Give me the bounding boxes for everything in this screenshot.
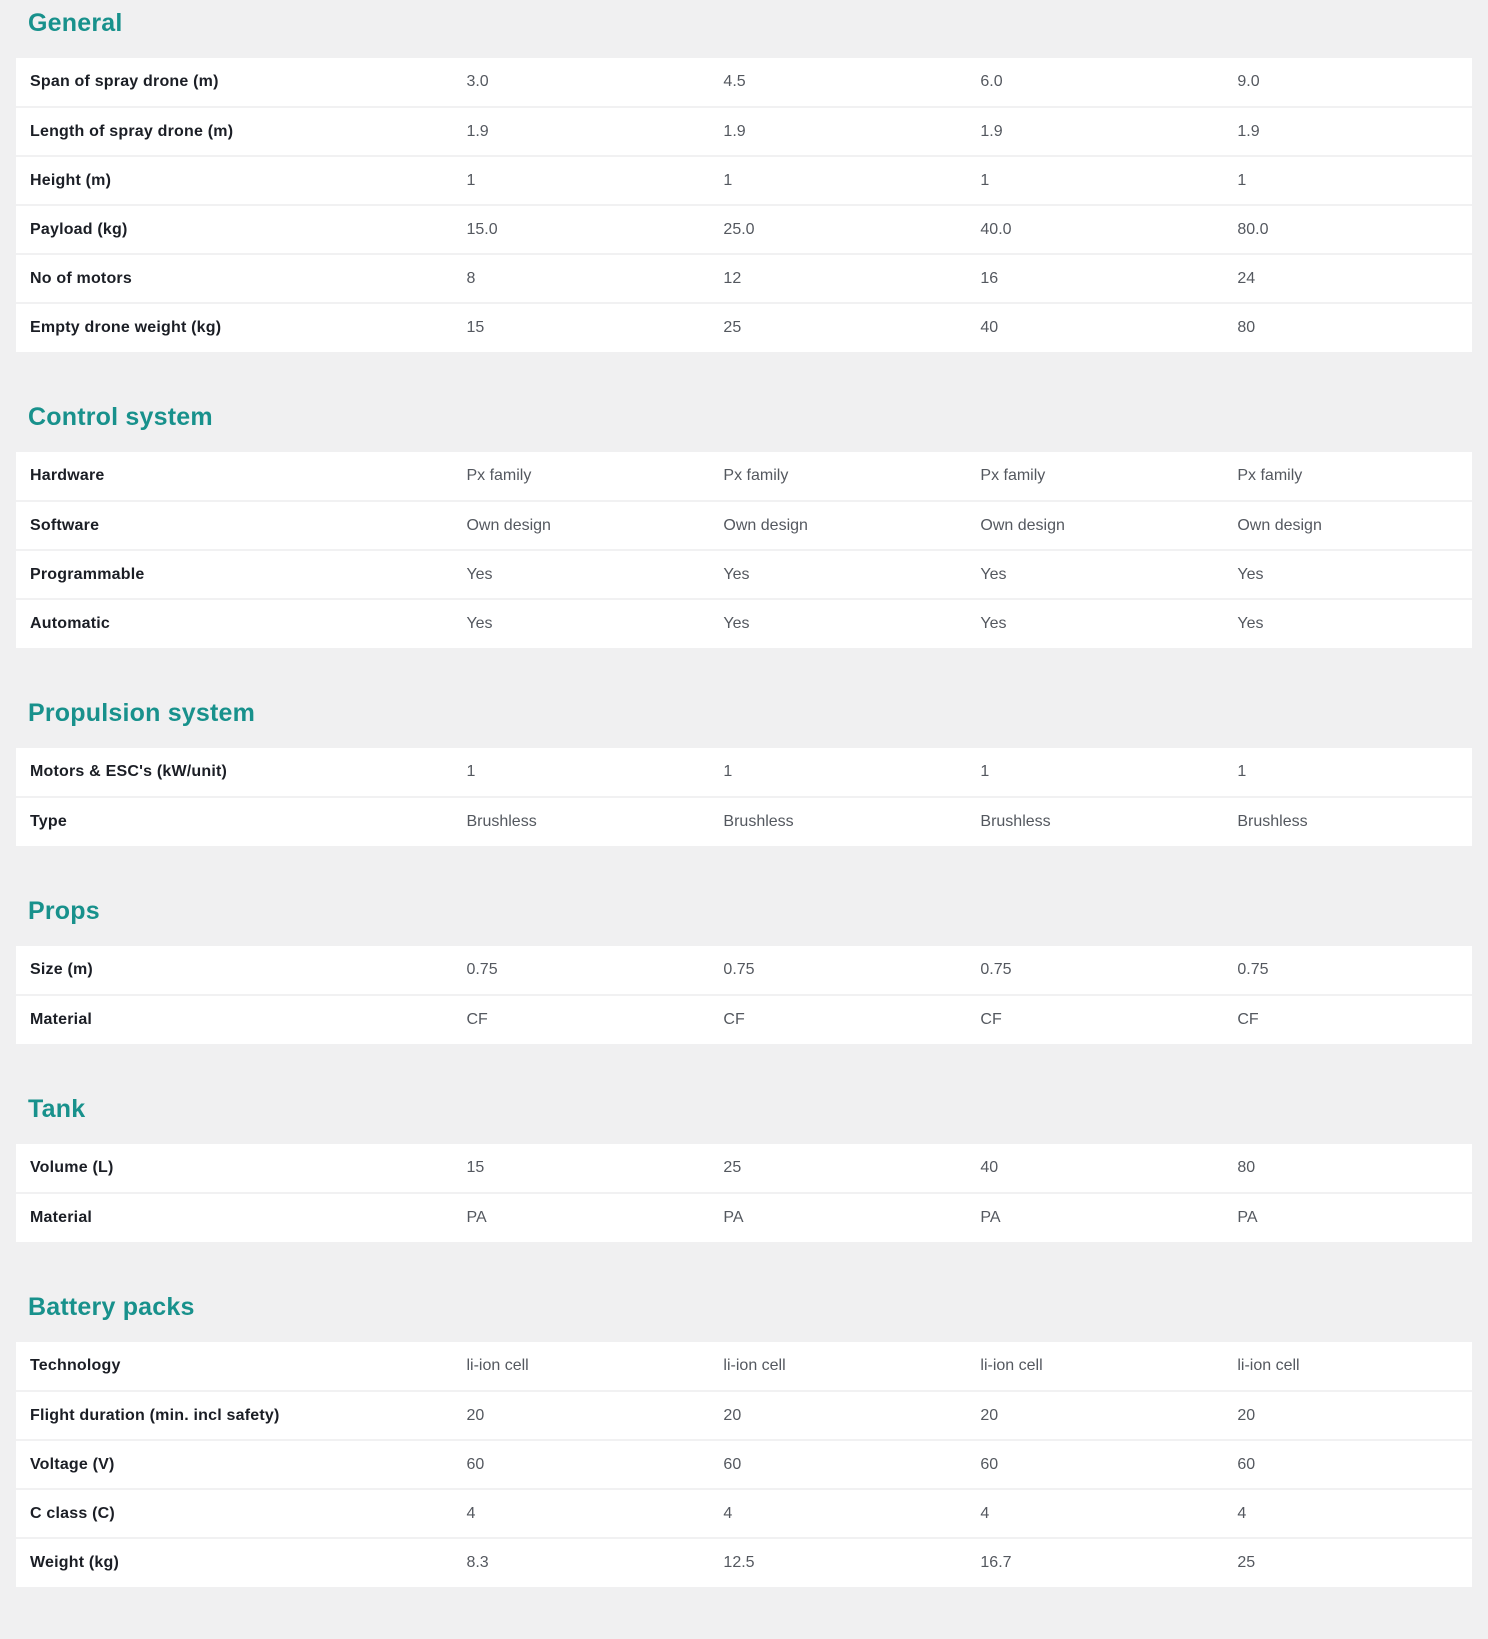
spec-value: 60 <box>978 1440 1235 1489</box>
table-row <box>16 1538 1472 1587</box>
spec-value: 40.0 <box>978 205 1235 254</box>
spec-value: 40 <box>980 319 999 336</box>
spec-value: Px family <box>978 452 1235 501</box>
spec-value: PA <box>466 1209 487 1226</box>
spec-label: Automatic <box>30 615 111 632</box>
spec-label: Empty drone weight (kg) <box>30 319 222 336</box>
spec-value: 60 <box>721 1440 978 1489</box>
spec-value: 16 <box>978 254 1235 303</box>
spec-value: 20 <box>464 1391 721 1440</box>
spec-value: Yes <box>464 550 721 599</box>
section-propulsion-system <box>16 696 1472 846</box>
spec-value: Yes <box>721 550 978 599</box>
table-row <box>16 452 1472 501</box>
table-row <box>16 303 1472 352</box>
spec-value: 25.0 <box>721 205 978 254</box>
spec-value: 9.0 <box>1235 58 1472 107</box>
spec-value: 4 <box>464 1489 721 1538</box>
table-row <box>16 1144 1472 1193</box>
spec-value: 80 <box>1237 319 1256 336</box>
spec-value: Own design <box>1235 501 1472 550</box>
spec-value: Px family <box>464 452 721 501</box>
table-row <box>16 748 1472 797</box>
spec-label: Hardware <box>16 452 464 501</box>
spec-value: 1 <box>721 156 978 205</box>
spec-value: CF <box>980 1011 1002 1028</box>
section-general <box>16 6 1472 352</box>
spec-value: 20 <box>721 1391 978 1440</box>
spec-label: Flight duration (min. incl safety) <box>16 1391 464 1440</box>
spec-value: 0.75 <box>978 946 1235 995</box>
spec-label: Voltage (V) <box>16 1440 464 1489</box>
spec-table-propulsion-system <box>16 748 1472 846</box>
spec-value: Yes <box>466 615 493 632</box>
spec-value: li-ion cell <box>978 1342 1235 1391</box>
spec-value: 25 <box>1237 1554 1256 1571</box>
spec-value: Brushless <box>723 813 794 830</box>
spec-label: No of motors <box>16 254 464 303</box>
spec-value: 24 <box>1235 254 1472 303</box>
spec-table-general <box>16 58 1472 352</box>
spec-value: 60 <box>464 1440 721 1489</box>
spec-label: Length of spray drone (m) <box>16 107 464 156</box>
spec-value: 8.3 <box>466 1554 489 1571</box>
spec-value: Px family <box>721 452 978 501</box>
table-row <box>16 599 1472 648</box>
spec-value: CF <box>1237 1011 1259 1028</box>
section-tank <box>16 1092 1472 1242</box>
spec-value: 4.5 <box>721 58 978 107</box>
spec-value: 1 <box>978 156 1235 205</box>
spec-value: Yes <box>1235 550 1472 599</box>
section-title: Props <box>28 897 100 925</box>
table-row <box>16 501 1472 550</box>
spec-value: 60 <box>1235 1440 1472 1489</box>
spec-value: 0.75 <box>1235 946 1472 995</box>
spec-value: 12 <box>721 254 978 303</box>
section-title: Tank <box>28 1095 86 1123</box>
spec-value: 1.9 <box>464 107 721 156</box>
table-row <box>16 550 1472 599</box>
spec-value: 0.75 <box>464 946 721 995</box>
section-title: Propulsion system <box>28 699 256 727</box>
spec-value: 1 <box>978 748 1235 797</box>
spec-value: 1.9 <box>1235 107 1472 156</box>
spec-value: CF <box>723 1011 745 1028</box>
table-row <box>16 946 1472 995</box>
spec-value: PA <box>723 1209 744 1226</box>
spec-table-control-system <box>16 452 1472 648</box>
spec-value: 3.0 <box>464 58 721 107</box>
spec-label: Span of spray drone (m) <box>16 58 464 107</box>
table-row <box>16 156 1472 205</box>
spec-value: li-ion cell <box>464 1342 721 1391</box>
spec-value: Yes <box>1237 615 1264 632</box>
spec-value: CF <box>466 1011 488 1028</box>
table-row <box>16 1193 1472 1242</box>
spec-value: 4 <box>978 1489 1235 1538</box>
spec-label: Size (m) <box>16 946 464 995</box>
spec-label: Type <box>30 813 67 830</box>
spec-value: 40 <box>978 1144 1235 1193</box>
spec-label: Programmable <box>16 550 464 599</box>
table-row <box>16 797 1472 846</box>
spec-label: Volume (L) <box>16 1144 464 1193</box>
spec-value: 15 <box>466 319 485 336</box>
table-row <box>16 205 1472 254</box>
spec-table-props <box>16 946 1472 1044</box>
spec-value: 4 <box>721 1489 978 1538</box>
spec-value: PA <box>980 1209 1001 1226</box>
spec-label: Software <box>16 501 464 550</box>
spec-value: 0.75 <box>721 946 978 995</box>
spec-value: 16.7 <box>980 1554 1012 1571</box>
table-row <box>16 58 1472 107</box>
spec-value: 20 <box>978 1391 1235 1440</box>
spec-value: 6.0 <box>978 58 1235 107</box>
spec-value: 25 <box>723 319 742 336</box>
spec-value: Own design <box>978 501 1235 550</box>
table-row <box>16 107 1472 156</box>
spec-value: 20 <box>1235 1391 1472 1440</box>
spec-value: 15 <box>464 1144 721 1193</box>
spec-value: 80.0 <box>1235 205 1472 254</box>
table-row <box>16 254 1472 303</box>
spec-value: Own design <box>721 501 978 550</box>
spec-value: 1 <box>721 748 978 797</box>
spec-value: li-ion cell <box>721 1342 978 1391</box>
spec-value: Brushless <box>1237 813 1308 830</box>
spec-value: 8 <box>464 254 721 303</box>
table-row <box>16 1342 1472 1391</box>
section-title: Battery packs <box>28 1293 195 1321</box>
spec-value: PA <box>1237 1209 1258 1226</box>
spec-value: 1.9 <box>978 107 1235 156</box>
spec-value: Yes <box>980 615 1007 632</box>
section-title: General <box>28 9 123 37</box>
section-battery-packs <box>16 1290 1472 1587</box>
spec-value: Px family <box>1235 452 1472 501</box>
table-row <box>16 1391 1472 1440</box>
spec-label: Material <box>30 1209 93 1226</box>
spec-label: Technology <box>16 1342 464 1391</box>
spec-value: Own design <box>464 501 721 550</box>
spec-label: Weight (kg) <box>30 1554 120 1571</box>
table-row <box>16 995 1472 1044</box>
section-title: Control system <box>28 403 213 431</box>
spec-value: Yes <box>723 615 750 632</box>
spec-value: 80 <box>1235 1144 1472 1193</box>
spec-value: 1 <box>1235 156 1472 205</box>
spec-value: 12.5 <box>723 1554 755 1571</box>
spec-value: Brushless <box>466 813 537 830</box>
spec-label: Height (m) <box>16 156 464 205</box>
spec-value: 25 <box>721 1144 978 1193</box>
table-row <box>16 1489 1472 1538</box>
spec-value: 1 <box>1235 748 1472 797</box>
spec-value: Yes <box>978 550 1235 599</box>
spec-value: 1.9 <box>721 107 978 156</box>
spec-value: Brushless <box>980 813 1051 830</box>
spec-value: li-ion cell <box>1235 1342 1472 1391</box>
spec-value: 15.0 <box>464 205 721 254</box>
spec-label: Motors & ESC's (kW/unit) <box>16 748 464 797</box>
section-props <box>16 894 1472 1044</box>
spec-label: Payload (kg) <box>16 205 464 254</box>
section-control-system <box>16 400 1472 648</box>
spec-value: 1 <box>464 156 721 205</box>
spec-label: Material <box>30 1011 93 1028</box>
spec-table-battery-packs <box>16 1342 1472 1587</box>
spec-value: 1 <box>464 748 721 797</box>
spec-table-tank <box>16 1144 1472 1242</box>
spec-value: 4 <box>1235 1489 1472 1538</box>
table-row <box>16 1440 1472 1489</box>
spec-label: C class (C) <box>16 1489 464 1538</box>
